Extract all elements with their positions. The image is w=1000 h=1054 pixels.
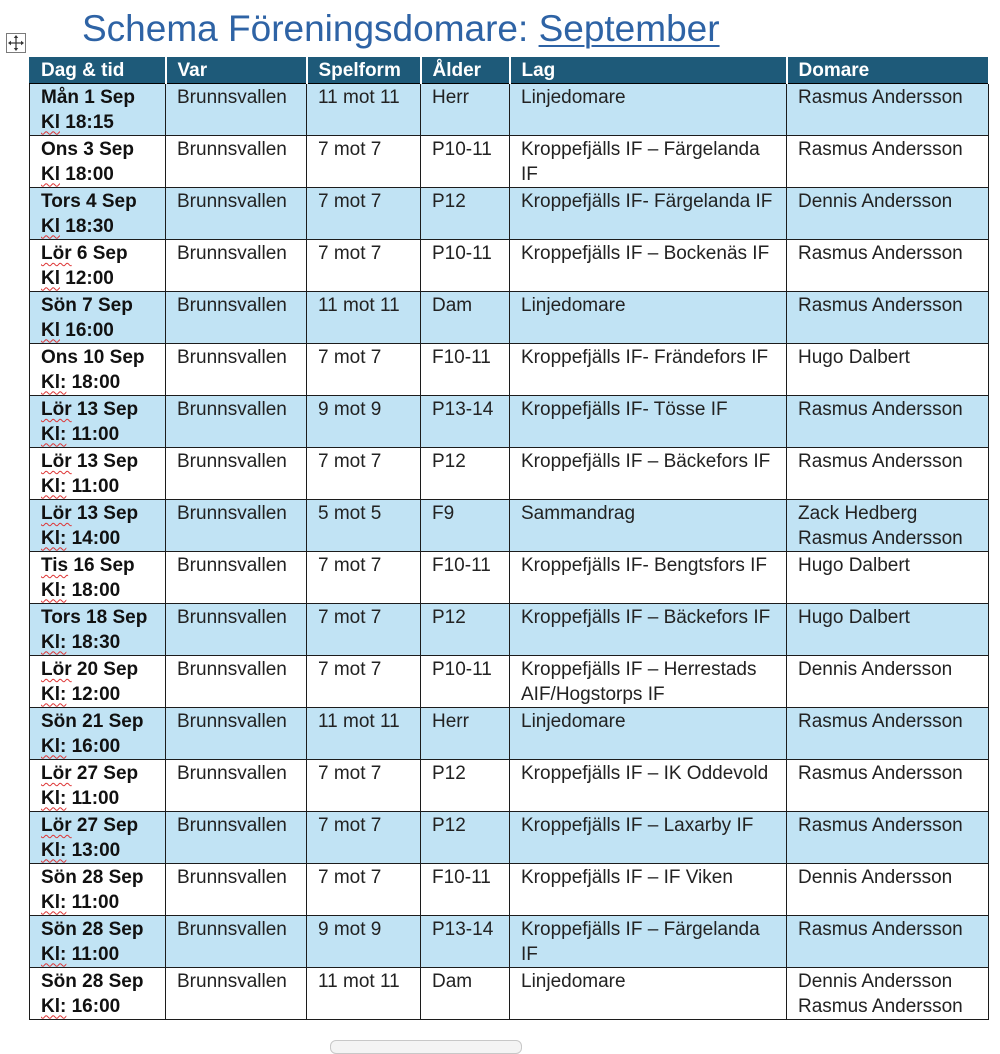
cell-domare [787, 240, 989, 292]
cell-alder [421, 968, 510, 1020]
cell-alder-text: Dam [432, 295, 473, 316]
cell-time: Kl 18:00 [41, 163, 114, 185]
cell-day: Tors 4 Sep [41, 191, 137, 212]
cell-spelform-text: 7 mot 7 [318, 191, 382, 212]
cell-var [166, 916, 307, 968]
cell-time: Kl 18:30 [41, 215, 114, 237]
spellcheck-mark: Kl: [41, 943, 67, 965]
cell-dag-tid [30, 240, 166, 292]
cell-lag [510, 292, 787, 344]
cell-domare [787, 344, 989, 396]
cell-lag-text: Kroppefjälls IF- Bengtsfors IF [521, 555, 768, 576]
column-header-lag: Lag [510, 57, 787, 84]
cell-var-text: Brunnsvallen [177, 711, 287, 732]
table-row [30, 84, 989, 136]
cell-domare-text: Rasmus Andersson [798, 815, 963, 836]
cell-alder [421, 604, 510, 656]
cell-time: Kl: 13:00 [41, 839, 121, 861]
cell-day: Lör 20 Sep [41, 659, 139, 680]
cell-var [166, 864, 307, 916]
cell-domare-text: Dennis Andersson [798, 867, 953, 888]
cell-var [166, 396, 307, 448]
cell-lag [510, 968, 787, 1020]
cell-time: Kl: 12:00 [41, 683, 121, 705]
cell-lag-text: Sammandrag [521, 503, 636, 524]
cell-lag-text: Kroppefjälls IF- Frändefors IF [521, 347, 769, 368]
cell-day: Ons 3 Sep [41, 139, 134, 160]
cell-alder-text: P10-11 [432, 139, 492, 160]
cell-spelform-text: 7 mot 7 [318, 607, 382, 628]
cell-spelform-text: 9 mot 9 [318, 399, 382, 420]
cell-spelform [307, 864, 421, 916]
cell-domare [787, 500, 989, 552]
cell-spelform [307, 448, 421, 500]
cell-spelform [307, 552, 421, 604]
cell-day: Lör 27 Sep [41, 763, 139, 784]
cell-alder [421, 292, 510, 344]
cell-alder-text: P12 [432, 451, 466, 472]
cell-lag-text: Kroppefjälls IF – Herrestads AIF/Hogstorps IF [521, 659, 757, 705]
cell-domare [787, 656, 989, 708]
cell-alder-text: P12 [432, 191, 466, 212]
cell-alder [421, 84, 510, 136]
cell-var-text: Brunnsvallen [177, 971, 287, 992]
spellcheck-mark: Lör [41, 243, 72, 264]
spellcheck-mark: Kl: [41, 371, 67, 393]
cell-domare-text: Rasmus Andersson [798, 139, 963, 160]
cell-alder [421, 708, 510, 760]
spellcheck-mark: Lör [41, 763, 72, 784]
table-row [30, 604, 989, 656]
cell-lag-text: Kroppefjälls IF – Bäckefors IF [521, 607, 771, 628]
cell-lag [510, 760, 787, 812]
scroll-indicator [330, 1040, 522, 1054]
cell-lag [510, 500, 787, 552]
cell-domare-text: Dennis Andersson [798, 191, 953, 212]
cell-time: Kl: 16:00 [41, 995, 121, 1017]
cell-lag [510, 448, 787, 500]
cell-spelform [307, 396, 421, 448]
table-row [30, 136, 989, 188]
cell-time: Kl: 11:00 [41, 943, 120, 965]
cell-var [166, 188, 307, 240]
cell-lag [510, 188, 787, 240]
cell-var [166, 84, 307, 136]
cell-domare [787, 916, 989, 968]
cell-lag-text: Kroppefjälls IF – Laxarby IF [521, 815, 754, 836]
cell-lag [510, 136, 787, 188]
cell-domare [787, 136, 989, 188]
cell-day: Ons 10 Sep [41, 347, 145, 368]
cell-domare-text: Rasmus Andersson [798, 87, 963, 108]
cell-alder [421, 864, 510, 916]
cell-var [166, 760, 307, 812]
cell-day: Sön 28 Sep [41, 867, 144, 888]
cell-day: Tis 16 Sep [41, 555, 135, 576]
table-row [30, 292, 989, 344]
table-row [30, 708, 989, 760]
cell-spelform-text: 7 mot 7 [318, 867, 382, 888]
cell-dag-tid [30, 864, 166, 916]
table-row [30, 552, 989, 604]
cell-alder [421, 396, 510, 448]
cell-domare-text: Rasmus Andersson [798, 919, 963, 940]
cell-domare-text-2: Rasmus Andersson [798, 995, 963, 1017]
cell-domare [787, 968, 989, 1020]
table-row [30, 760, 989, 812]
cell-alder [421, 448, 510, 500]
cell-var-text: Brunnsvallen [177, 451, 287, 472]
cell-alder-text: P12 [432, 607, 466, 628]
cell-domare [787, 188, 989, 240]
cell-alder [421, 188, 510, 240]
spellcheck-mark: Lör [41, 399, 72, 420]
cell-var-text: Brunnsvallen [177, 243, 287, 264]
cell-alder [421, 552, 510, 604]
cell-domare-text: Rasmus Andersson [798, 451, 963, 472]
cell-alder-text: P10-11 [432, 243, 492, 264]
cell-var-text: Brunnsvallen [177, 87, 287, 108]
cell-var-text: Brunnsvallen [177, 659, 287, 680]
cell-spelform [307, 344, 421, 396]
cell-var-text: Brunnsvallen [177, 555, 287, 576]
cell-var-text: Brunnsvallen [177, 139, 287, 160]
cell-var-text: Brunnsvallen [177, 399, 287, 420]
cell-dag-tid [30, 604, 166, 656]
cell-spelform [307, 656, 421, 708]
cell-domare-text: Rasmus Andersson [798, 295, 963, 316]
spellcheck-mark: Kl: [41, 527, 67, 549]
title-prefix: Schema Föreningsdomare: [82, 8, 539, 49]
cell-var [166, 812, 307, 864]
cell-spelform-text: 11 mot 11 [318, 87, 400, 108]
spellcheck-mark: Kl [41, 319, 60, 341]
cell-domare [787, 604, 989, 656]
cell-lag [510, 344, 787, 396]
cell-lag-text: Kroppefjälls IF – Färgelanda IF [521, 919, 760, 965]
cell-lag [510, 604, 787, 656]
cell-day: Sön 7 Sep [41, 295, 133, 316]
cell-var-text: Brunnsvallen [177, 867, 287, 888]
table-row [30, 344, 989, 396]
table-row [30, 396, 989, 448]
cell-dag-tid [30, 188, 166, 240]
cell-alder-text: Herr [432, 87, 469, 108]
cell-domare-text: Rasmus Andersson [798, 399, 963, 420]
cell-dag-tid [30, 344, 166, 396]
table-row [30, 864, 989, 916]
cell-spelform [307, 136, 421, 188]
cell-domare-text: Zack Hedberg [798, 503, 918, 524]
spellcheck-mark: Kl: [41, 683, 67, 705]
cell-time: Kl: 11:00 [41, 787, 120, 809]
cell-spelform [307, 708, 421, 760]
cell-dag-tid [30, 552, 166, 604]
cell-time: Kl 16:00 [41, 319, 114, 341]
cell-var [166, 136, 307, 188]
cell-domare [787, 812, 989, 864]
column-header-spelform: Spelform [307, 57, 421, 84]
cell-spelform-text: 11 mot 11 [318, 711, 400, 732]
column-header-domare: Domare [787, 57, 989, 84]
spellcheck-mark: Kl: [41, 579, 67, 601]
cell-alder-text: F10-11 [432, 867, 491, 888]
cell-dag-tid [30, 812, 166, 864]
table-row [30, 968, 989, 1020]
cell-spelform [307, 604, 421, 656]
cell-dag-tid [30, 760, 166, 812]
column-header-var: Var [166, 57, 307, 84]
cell-var [166, 344, 307, 396]
cell-domare-text: Hugo Dalbert [798, 347, 910, 368]
cell-var [166, 708, 307, 760]
cell-dag-tid [30, 656, 166, 708]
cell-alder [421, 812, 510, 864]
cell-lag-text: Kroppefjälls IF – IK Oddevold [521, 763, 769, 784]
cell-dag-tid [30, 396, 166, 448]
cell-alder [421, 500, 510, 552]
cell-day: Sön 28 Sep [41, 971, 144, 992]
cell-time: Kl: 11:00 [41, 423, 120, 445]
cell-dag-tid [30, 968, 166, 1020]
cell-dag-tid [30, 292, 166, 344]
table-move-handle[interactable] [6, 33, 26, 53]
page-title [82, 6, 720, 52]
spellcheck-mark: Kl [41, 111, 60, 133]
cell-domare [787, 760, 989, 812]
cell-alder [421, 344, 510, 396]
title-month: September [538, 8, 720, 49]
spellcheck-mark: Kl: [41, 995, 67, 1017]
cell-lag [510, 812, 787, 864]
cell-day: Lör 27 Sep [41, 815, 139, 836]
cell-spelform-text: 7 mot 7 [318, 139, 382, 160]
cell-var-text: Brunnsvallen [177, 919, 287, 940]
cell-spelform-text: 7 mot 7 [318, 659, 382, 680]
cell-var-text: Brunnsvallen [177, 295, 287, 316]
cell-day: Tors 18 Sep [41, 607, 148, 628]
cell-day: Lör 13 Sep [41, 451, 139, 472]
cell-lag [510, 864, 787, 916]
cell-alder-text: P10-11 [432, 659, 492, 680]
cell-domare [787, 864, 989, 916]
cell-var [166, 500, 307, 552]
cell-domare-text: Hugo Dalbert [798, 555, 910, 576]
cell-alder [421, 916, 510, 968]
cell-time: Kl: 18:00 [41, 371, 121, 393]
cell-var [166, 604, 307, 656]
cell-var [166, 448, 307, 500]
spellcheck-mark: Kl [41, 215, 60, 237]
spellcheck-mark: Kl: [41, 735, 67, 757]
cell-spelform [307, 188, 421, 240]
cell-spelform-text: 7 mot 7 [318, 555, 382, 576]
cell-alder-text: P12 [432, 763, 466, 784]
cell-lag [510, 240, 787, 292]
cell-spelform [307, 84, 421, 136]
cell-lag [510, 552, 787, 604]
cell-lag [510, 396, 787, 448]
cell-spelform [307, 240, 421, 292]
spellcheck-mark: Kl: [41, 475, 67, 497]
cell-var [166, 292, 307, 344]
cell-lag-text: Kroppefjälls IF – IF Viken [521, 867, 733, 888]
cell-spelform-text: 7 mot 7 [318, 451, 382, 472]
cell-alder-text: F10-11 [432, 555, 491, 576]
spellcheck-mark: Kl: [41, 787, 67, 809]
cell-time: Kl: 11:00 [41, 475, 120, 497]
cell-var-text: Brunnsvallen [177, 191, 287, 212]
schedule-table [29, 57, 990, 1020]
cell-lag [510, 916, 787, 968]
cell-day: Sön 28 Sep [41, 919, 144, 940]
cell-alder [421, 240, 510, 292]
table-header-row [30, 57, 989, 84]
cell-var-text: Brunnsvallen [177, 815, 287, 836]
cell-var-text: Brunnsvallen [177, 503, 287, 524]
cell-time: Kl: 18:00 [41, 579, 121, 601]
cell-domare-text: Hugo Dalbert [798, 607, 910, 628]
cell-spelform [307, 812, 421, 864]
cell-spelform-text: 5 mot 5 [318, 503, 382, 524]
cell-spelform [307, 292, 421, 344]
cell-alder-text: F9 [432, 503, 455, 524]
cell-spelform-text: 11 mot 11 [318, 971, 400, 992]
cell-domare [787, 552, 989, 604]
table-row [30, 188, 989, 240]
cell-dag-tid [30, 84, 166, 136]
cell-day: Lör 13 Sep [41, 399, 139, 420]
cell-domare [787, 708, 989, 760]
cell-spelform [307, 760, 421, 812]
cell-var-text: Brunnsvallen [177, 607, 287, 628]
cell-time: Kl: 14:00 [41, 527, 121, 549]
cell-spelform-text: 7 mot 7 [318, 243, 382, 264]
move-arrows-icon [7, 34, 25, 52]
cell-time: Kl: 18:30 [41, 631, 121, 653]
table-row [30, 656, 989, 708]
table-row [30, 500, 989, 552]
cell-lag [510, 708, 787, 760]
cell-alder-text: Herr [432, 711, 469, 732]
cell-domare-text: Rasmus Andersson [798, 243, 963, 264]
spellcheck-mark: Kl: [41, 423, 67, 445]
cell-domare [787, 84, 989, 136]
cell-spelform-text: 7 mot 7 [318, 763, 382, 784]
cell-lag-text: Linjedomare [521, 971, 626, 992]
cell-domare [787, 292, 989, 344]
cell-domare [787, 448, 989, 500]
cell-dag-tid [30, 448, 166, 500]
cell-var [166, 552, 307, 604]
cell-domare-text: Rasmus Andersson [798, 763, 963, 784]
cell-lag-text: Linjedomare [521, 295, 626, 316]
cell-spelform-text: 7 mot 7 [318, 815, 382, 836]
spellcheck-mark: Kl: [41, 839, 67, 861]
cell-domare-text-2: Rasmus Andersson [798, 527, 963, 549]
cell-dag-tid [30, 708, 166, 760]
cell-domare-text: Rasmus Andersson [798, 711, 963, 732]
table-row [30, 448, 989, 500]
cell-day: Sön 21 Sep [41, 711, 144, 732]
table-row [30, 240, 989, 292]
cell-lag-text: Kroppefjälls IF – Bockenäs IF [521, 243, 770, 264]
cell-var [166, 968, 307, 1020]
spellcheck-mark: Lör [41, 815, 72, 836]
cell-var-text: Brunnsvallen [177, 347, 287, 368]
cell-var [166, 656, 307, 708]
spellcheck-mark: Lör [41, 503, 72, 524]
cell-spelform-text: 9 mot 9 [318, 919, 382, 940]
spellcheck-mark: Tis [41, 555, 69, 576]
cell-time: Kl: 11:00 [41, 891, 120, 913]
cell-spelform [307, 500, 421, 552]
cell-lag [510, 656, 787, 708]
cell-alder-text: P12 [432, 815, 466, 836]
cell-time: Kl: 16:00 [41, 735, 121, 757]
cell-dag-tid [30, 136, 166, 188]
spellcheck-mark: Lör [41, 451, 72, 472]
cell-dag-tid [30, 500, 166, 552]
cell-lag-text: Kroppefjälls IF – Bäckefors IF [521, 451, 771, 472]
cell-time: Kl 18:15 [41, 111, 114, 133]
cell-domare [787, 396, 989, 448]
spellcheck-mark: Kl: [41, 631, 67, 653]
cell-alder-text: F10-11 [432, 347, 491, 368]
column-header-alder: Ålder [421, 57, 510, 84]
cell-alder [421, 656, 510, 708]
cell-alder-text: P13-14 [432, 919, 494, 940]
cell-lag [510, 84, 787, 136]
cell-var-text: Brunnsvallen [177, 763, 287, 784]
cell-lag-text: Kroppefjälls IF- Tösse IF [521, 399, 728, 420]
cell-alder [421, 136, 510, 188]
cell-alder-text: Dam [432, 971, 473, 992]
column-header-dag-tid: Dag & tid [30, 57, 166, 84]
cell-dag-tid [30, 916, 166, 968]
spellcheck-mark: Kl [41, 267, 60, 289]
cell-time: Kl 12:00 [41, 267, 114, 289]
cell-lag-text: Kroppefjälls IF – Färgelanda IF [521, 139, 760, 185]
cell-spelform-text: 11 mot 11 [318, 295, 400, 316]
cell-day: Mån 1 Sep [41, 87, 135, 108]
cell-domare-text: Dennis Andersson [798, 659, 953, 680]
cell-lag-text: Linjedomare [521, 87, 626, 108]
cell-spelform [307, 968, 421, 1020]
cell-day: Lör 6 Sep [41, 243, 128, 264]
spellcheck-mark: Kl [41, 163, 60, 185]
table-row [30, 812, 989, 864]
cell-var [166, 240, 307, 292]
table-row [30, 916, 989, 968]
spellcheck-mark: Kl: [41, 891, 67, 913]
cell-lag-text: Kroppefjälls IF- Färgelanda IF [521, 191, 773, 212]
cell-spelform [307, 916, 421, 968]
spellcheck-mark: Lör [41, 659, 72, 680]
cell-lag-text: Linjedomare [521, 711, 626, 732]
cell-day: Lör 13 Sep [41, 503, 139, 524]
cell-domare-text: Dennis Andersson [798, 971, 953, 992]
cell-spelform-text: 7 mot 7 [318, 347, 382, 368]
cell-alder [421, 760, 510, 812]
cell-alder-text: P13-14 [432, 399, 494, 420]
